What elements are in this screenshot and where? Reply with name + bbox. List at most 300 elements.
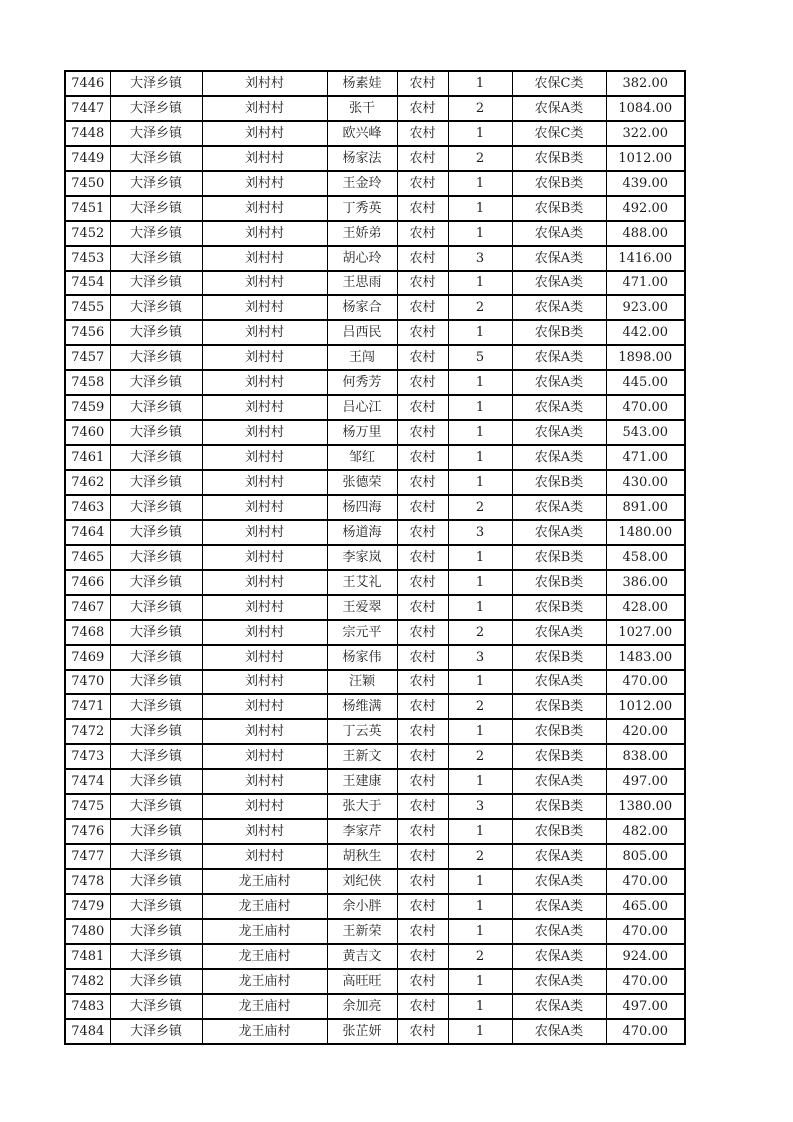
- cell-village: 刘村村: [202, 221, 327, 246]
- cell-seq: 7463: [65, 495, 110, 520]
- cell-person_name: 杨家伟: [327, 645, 397, 670]
- cell-seq: 7460: [65, 420, 110, 445]
- cell-person_name: 刘纪侠: [327, 869, 397, 894]
- benefits-table-body: [65, 71, 685, 1044]
- cell-amount: 891.00: [606, 495, 685, 520]
- cell-seq: 7451: [65, 196, 110, 221]
- table-row: [65, 420, 685, 445]
- cell-person_name: 吕西民: [327, 320, 397, 345]
- cell-person_count: 2: [448, 146, 512, 171]
- cell-amount: 439.00: [606, 171, 685, 196]
- cell-village: 刘村村: [202, 570, 327, 595]
- cell-person_count: 1: [448, 420, 512, 445]
- cell-residence_type: 农村: [397, 146, 448, 171]
- cell-village: 刘村村: [202, 495, 327, 520]
- cell-amount: 488.00: [606, 221, 685, 246]
- table-row: [65, 794, 685, 819]
- cell-seq: 7454: [65, 271, 110, 296]
- cell-village: 龙王庙村: [202, 869, 327, 894]
- cell-township: 大泽乡镇: [110, 994, 202, 1019]
- cell-residence_type: 农村: [397, 196, 448, 221]
- cell-township: 大泽乡镇: [110, 1019, 202, 1044]
- cell-person_count: 1: [448, 595, 512, 620]
- cell-person_name: 王建康: [327, 769, 397, 794]
- cell-seq: 7453: [65, 246, 110, 271]
- cell-residence_type: 农村: [397, 645, 448, 670]
- cell-seq: 7450: [65, 171, 110, 196]
- cell-person_count: 1: [448, 894, 512, 919]
- cell-insurance_category: 农保B类: [512, 320, 606, 345]
- cell-residence_type: 农村: [397, 894, 448, 919]
- cell-village: 刘村村: [202, 794, 327, 819]
- cell-insurance_category: 农保A类: [512, 969, 606, 994]
- cell-amount: 458.00: [606, 545, 685, 570]
- cell-person_name: 李家芹: [327, 819, 397, 844]
- benefits-table: [64, 70, 686, 1045]
- cell-amount: 470.00: [606, 969, 685, 994]
- cell-village: 刘村村: [202, 246, 327, 271]
- cell-village: 刘村村: [202, 645, 327, 670]
- table-row: [65, 146, 685, 171]
- cell-seq: 7480: [65, 919, 110, 944]
- cell-seq: 7471: [65, 694, 110, 719]
- cell-residence_type: 农村: [397, 395, 448, 420]
- cell-residence_type: 农村: [397, 719, 448, 744]
- cell-insurance_category: 农保B类: [512, 545, 606, 570]
- cell-township: 大泽乡镇: [110, 320, 202, 345]
- cell-person_count: 1: [448, 545, 512, 570]
- cell-township: 大泽乡镇: [110, 670, 202, 695]
- cell-village: 刘村村: [202, 694, 327, 719]
- cell-township: 大泽乡镇: [110, 71, 202, 96]
- cell-village: 刘村村: [202, 470, 327, 495]
- table-row: [65, 395, 685, 420]
- cell-person_count: 1: [448, 1019, 512, 1044]
- cell-insurance_category: 农保A类: [512, 894, 606, 919]
- cell-amount: 1483.00: [606, 645, 685, 670]
- cell-insurance_category: 农保B类: [512, 171, 606, 196]
- table-row: [65, 221, 685, 246]
- cell-amount: 497.00: [606, 769, 685, 794]
- cell-amount: 482.00: [606, 819, 685, 844]
- cell-seq: 7484: [65, 1019, 110, 1044]
- cell-amount: 1380.00: [606, 794, 685, 819]
- cell-seq: 7478: [65, 869, 110, 894]
- cell-person_name: 王娇弟: [327, 221, 397, 246]
- cell-township: 大泽乡镇: [110, 645, 202, 670]
- cell-seq: 7452: [65, 221, 110, 246]
- table-row: [65, 370, 685, 395]
- cell-village: 刘村村: [202, 819, 327, 844]
- cell-township: 大泽乡镇: [110, 919, 202, 944]
- cell-person_count: 1: [448, 670, 512, 695]
- cell-amount: 445.00: [606, 370, 685, 395]
- cell-insurance_category: 农保A类: [512, 96, 606, 121]
- table-row: [65, 769, 685, 794]
- cell-village: 刘村村: [202, 420, 327, 445]
- cell-insurance_category: 农保B类: [512, 570, 606, 595]
- cell-seq: 7455: [65, 295, 110, 320]
- cell-person_count: 1: [448, 196, 512, 221]
- cell-residence_type: 农村: [397, 869, 448, 894]
- cell-village: 刘村村: [202, 620, 327, 645]
- cell-village: 刘村村: [202, 744, 327, 769]
- cell-person_name: 张大于: [327, 794, 397, 819]
- cell-township: 大泽乡镇: [110, 744, 202, 769]
- cell-insurance_category: 农保B类: [512, 470, 606, 495]
- cell-person_count: 2: [448, 620, 512, 645]
- cell-residence_type: 农村: [397, 470, 448, 495]
- cell-insurance_category: 农保A类: [512, 869, 606, 894]
- table-row: [65, 944, 685, 969]
- cell-amount: 805.00: [606, 844, 685, 869]
- cell-amount: 492.00: [606, 196, 685, 221]
- cell-village: 刘村村: [202, 370, 327, 395]
- cell-township: 大泽乡镇: [110, 345, 202, 370]
- cell-township: 大泽乡镇: [110, 171, 202, 196]
- cell-seq: 7464: [65, 520, 110, 545]
- cell-insurance_category: 农保A类: [512, 844, 606, 869]
- cell-seq: 7475: [65, 794, 110, 819]
- cell-insurance_category: 农保A类: [512, 420, 606, 445]
- cell-person_name: 王金玲: [327, 171, 397, 196]
- cell-seq: 7448: [65, 121, 110, 146]
- cell-person_count: 1: [448, 869, 512, 894]
- cell-person_count: 3: [448, 246, 512, 271]
- cell-seq: 7474: [65, 769, 110, 794]
- cell-residence_type: 农村: [397, 994, 448, 1019]
- cell-village: 刘村村: [202, 196, 327, 221]
- cell-seq: 7473: [65, 744, 110, 769]
- cell-person_count: 1: [448, 769, 512, 794]
- cell-person_count: 3: [448, 794, 512, 819]
- table-row: [65, 71, 685, 96]
- cell-seq: 7479: [65, 894, 110, 919]
- cell-township: 大泽乡镇: [110, 146, 202, 171]
- cell-residence_type: 农村: [397, 570, 448, 595]
- cell-person_name: 胡秋生: [327, 844, 397, 869]
- cell-village: 龙王庙村: [202, 919, 327, 944]
- cell-village: 刘村村: [202, 96, 327, 121]
- cell-person_name: 王新文: [327, 744, 397, 769]
- cell-person_name: 杨维满: [327, 694, 397, 719]
- cell-township: 大泽乡镇: [110, 794, 202, 819]
- cell-seq: 7477: [65, 844, 110, 869]
- cell-amount: 1012.00: [606, 146, 685, 171]
- table-row: [65, 919, 685, 944]
- cell-amount: 1416.00: [606, 246, 685, 271]
- cell-township: 大泽乡镇: [110, 420, 202, 445]
- cell-person_count: 2: [448, 694, 512, 719]
- cell-insurance_category: 农保A类: [512, 670, 606, 695]
- cell-person_name: 王闯: [327, 345, 397, 370]
- cell-person_count: 3: [448, 645, 512, 670]
- cell-residence_type: 农村: [397, 969, 448, 994]
- cell-seq: 7458: [65, 370, 110, 395]
- cell-village: 刘村村: [202, 320, 327, 345]
- cell-township: 大泽乡镇: [110, 769, 202, 794]
- cell-township: 大泽乡镇: [110, 969, 202, 994]
- cell-amount: 465.00: [606, 894, 685, 919]
- cell-residence_type: 农村: [397, 246, 448, 271]
- table-row: [65, 545, 685, 570]
- cell-person_name: 王爱翠: [327, 595, 397, 620]
- cell-insurance_category: 农保B类: [512, 595, 606, 620]
- cell-township: 大泽乡镇: [110, 570, 202, 595]
- cell-residence_type: 农村: [397, 71, 448, 96]
- cell-amount: 1898.00: [606, 345, 685, 370]
- table-row: [65, 620, 685, 645]
- cell-village: 刘村村: [202, 146, 327, 171]
- cell-township: 大泽乡镇: [110, 844, 202, 869]
- cell-village: 刘村村: [202, 395, 327, 420]
- cell-insurance_category: 农保B类: [512, 719, 606, 744]
- cell-person_count: 2: [448, 744, 512, 769]
- cell-amount: 924.00: [606, 944, 685, 969]
- cell-insurance_category: 农保A类: [512, 495, 606, 520]
- table-row: [65, 819, 685, 844]
- cell-seq: 7456: [65, 320, 110, 345]
- cell-person_name: 胡心玲: [327, 246, 397, 271]
- table-row: [65, 719, 685, 744]
- cell-residence_type: 农村: [397, 495, 448, 520]
- cell-village: 刘村村: [202, 71, 327, 96]
- cell-insurance_category: 农保A类: [512, 345, 606, 370]
- table-row: [65, 345, 685, 370]
- table-row: [65, 96, 685, 121]
- cell-township: 大泽乡镇: [110, 246, 202, 271]
- cell-insurance_category: 农保A类: [512, 271, 606, 296]
- cell-insurance_category: 农保B类: [512, 819, 606, 844]
- cell-village: 龙王庙村: [202, 1019, 327, 1044]
- cell-amount: 923.00: [606, 295, 685, 320]
- cell-township: 大泽乡镇: [110, 595, 202, 620]
- cell-insurance_category: 农保C类: [512, 121, 606, 146]
- cell-residence_type: 农村: [397, 620, 448, 645]
- cell-seq: 7449: [65, 146, 110, 171]
- cell-person_count: 1: [448, 395, 512, 420]
- cell-insurance_category: 农保A类: [512, 919, 606, 944]
- cell-seq: 7482: [65, 969, 110, 994]
- cell-seq: 7467: [65, 595, 110, 620]
- table-row: [65, 320, 685, 345]
- cell-person_count: 1: [448, 370, 512, 395]
- cell-person_count: 2: [448, 495, 512, 520]
- cell-person_count: 1: [448, 919, 512, 944]
- cell-amount: 386.00: [606, 570, 685, 595]
- cell-person_name: 邹红: [327, 445, 397, 470]
- cell-seq: 7457: [65, 345, 110, 370]
- cell-seq: 7462: [65, 470, 110, 495]
- cell-amount: 543.00: [606, 420, 685, 445]
- cell-township: 大泽乡镇: [110, 894, 202, 919]
- cell-residence_type: 农村: [397, 670, 448, 695]
- cell-residence_type: 农村: [397, 1019, 448, 1044]
- cell-village: 龙王庙村: [202, 969, 327, 994]
- cell-township: 大泽乡镇: [110, 221, 202, 246]
- cell-residence_type: 农村: [397, 171, 448, 196]
- cell-village: 刘村村: [202, 595, 327, 620]
- cell-township: 大泽乡镇: [110, 295, 202, 320]
- table-row: [65, 894, 685, 919]
- cell-seq: 7446: [65, 71, 110, 96]
- cell-insurance_category: 农保A类: [512, 246, 606, 271]
- cell-person_name: 余加亮: [327, 994, 397, 1019]
- cell-person_count: 1: [448, 819, 512, 844]
- cell-township: 大泽乡镇: [110, 271, 202, 296]
- cell-township: 大泽乡镇: [110, 121, 202, 146]
- cell-amount: 430.00: [606, 470, 685, 495]
- cell-village: 龙王庙村: [202, 944, 327, 969]
- cell-township: 大泽乡镇: [110, 620, 202, 645]
- cell-insurance_category: 农保A类: [512, 994, 606, 1019]
- cell-village: 刘村村: [202, 844, 327, 869]
- table-row: [65, 295, 685, 320]
- cell-amount: 322.00: [606, 121, 685, 146]
- cell-amount: 471.00: [606, 445, 685, 470]
- cell-residence_type: 农村: [397, 96, 448, 121]
- cell-insurance_category: 农保A类: [512, 769, 606, 794]
- cell-amount: 470.00: [606, 395, 685, 420]
- cell-person_count: 1: [448, 969, 512, 994]
- cell-person_name: 丁云英: [327, 719, 397, 744]
- cell-insurance_category: 农保B类: [512, 645, 606, 670]
- cell-person_name: 杨万里: [327, 420, 397, 445]
- cell-person_name: 李家岚: [327, 545, 397, 570]
- cell-person_name: 吕心江: [327, 395, 397, 420]
- table-row: [65, 196, 685, 221]
- cell-insurance_category: 农保C类: [512, 71, 606, 96]
- cell-insurance_category: 农保A类: [512, 1019, 606, 1044]
- cell-residence_type: 农村: [397, 121, 448, 146]
- cell-township: 大泽乡镇: [110, 719, 202, 744]
- table-row: [65, 744, 685, 769]
- cell-amount: 1480.00: [606, 520, 685, 545]
- cell-amount: 470.00: [606, 1019, 685, 1044]
- cell-amount: 1027.00: [606, 620, 685, 645]
- cell-person_name: 张德荣: [327, 470, 397, 495]
- cell-residence_type: 农村: [397, 445, 448, 470]
- cell-village: 龙王庙村: [202, 894, 327, 919]
- cell-person_count: 1: [448, 570, 512, 595]
- cell-insurance_category: 农保A类: [512, 944, 606, 969]
- cell-village: 刘村村: [202, 520, 327, 545]
- cell-seq: 7469: [65, 645, 110, 670]
- table-row: [65, 520, 685, 545]
- table-row: [65, 869, 685, 894]
- cell-insurance_category: 农保A类: [512, 395, 606, 420]
- cell-person_count: 2: [448, 844, 512, 869]
- cell-amount: 442.00: [606, 320, 685, 345]
- cell-person_count: 1: [448, 271, 512, 296]
- cell-insurance_category: 农保B类: [512, 744, 606, 769]
- cell-seq: 7481: [65, 944, 110, 969]
- table-row: [65, 994, 685, 1019]
- cell-residence_type: 农村: [397, 819, 448, 844]
- cell-township: 大泽乡镇: [110, 694, 202, 719]
- cell-residence_type: 农村: [397, 694, 448, 719]
- cell-amount: 471.00: [606, 271, 685, 296]
- table-row: [65, 645, 685, 670]
- cell-insurance_category: 农保B类: [512, 694, 606, 719]
- cell-township: 大泽乡镇: [110, 944, 202, 969]
- cell-amount: 470.00: [606, 670, 685, 695]
- cell-residence_type: 农村: [397, 545, 448, 570]
- cell-residence_type: 农村: [397, 370, 448, 395]
- cell-township: 大泽乡镇: [110, 520, 202, 545]
- cell-insurance_category: 农保A类: [512, 370, 606, 395]
- table-row: [65, 470, 685, 495]
- cell-person_name: 欧兴峰: [327, 121, 397, 146]
- cell-residence_type: 农村: [397, 271, 448, 296]
- cell-amount: 497.00: [606, 994, 685, 1019]
- cell-village: 刘村村: [202, 345, 327, 370]
- cell-amount: 1012.00: [606, 694, 685, 719]
- cell-seq: 7483: [65, 994, 110, 1019]
- cell-person_name: 汪颖: [327, 670, 397, 695]
- cell-township: 大泽乡镇: [110, 545, 202, 570]
- cell-residence_type: 农村: [397, 944, 448, 969]
- cell-insurance_category: 农保A类: [512, 295, 606, 320]
- cell-person_name: 杨道海: [327, 520, 397, 545]
- cell-village: 刘村村: [202, 670, 327, 695]
- cell-person_count: 3: [448, 520, 512, 545]
- table-row: [65, 1019, 685, 1044]
- cell-person_name: 杨家法: [327, 146, 397, 171]
- cell-village: 刘村村: [202, 445, 327, 470]
- table-row: [65, 595, 685, 620]
- cell-seq: 7459: [65, 395, 110, 420]
- cell-seq: 7476: [65, 819, 110, 844]
- cell-person_count: 2: [448, 96, 512, 121]
- cell-person_count: 1: [448, 171, 512, 196]
- cell-person_count: 5: [448, 345, 512, 370]
- cell-residence_type: 农村: [397, 345, 448, 370]
- table-row: [65, 670, 685, 695]
- cell-amount: 470.00: [606, 869, 685, 894]
- cell-township: 大泽乡镇: [110, 445, 202, 470]
- cell-insurance_category: 农保B类: [512, 196, 606, 221]
- table-row: [65, 969, 685, 994]
- cell-insurance_category: 农保B类: [512, 794, 606, 819]
- cell-village: 刘村村: [202, 271, 327, 296]
- cell-residence_type: 农村: [397, 221, 448, 246]
- cell-insurance_category: 农保A类: [512, 445, 606, 470]
- cell-amount: 382.00: [606, 71, 685, 96]
- cell-amount: 838.00: [606, 744, 685, 769]
- cell-person_count: 1: [448, 445, 512, 470]
- cell-township: 大泽乡镇: [110, 470, 202, 495]
- cell-person_count: 2: [448, 295, 512, 320]
- cell-seq: 7468: [65, 620, 110, 645]
- table-row: [65, 445, 685, 470]
- cell-seq: 7472: [65, 719, 110, 744]
- cell-insurance_category: 农保A类: [512, 520, 606, 545]
- cell-insurance_category: 农保A类: [512, 620, 606, 645]
- cell-township: 大泽乡镇: [110, 370, 202, 395]
- cell-amount: 1084.00: [606, 96, 685, 121]
- table-row: [65, 694, 685, 719]
- cell-person_name: 丁秀英: [327, 196, 397, 221]
- cell-person_name: 余小胖: [327, 894, 397, 919]
- cell-village: 龙王庙村: [202, 994, 327, 1019]
- cell-amount: 470.00: [606, 919, 685, 944]
- cell-seq: 7466: [65, 570, 110, 595]
- cell-seq: 7470: [65, 670, 110, 695]
- cell-amount: 428.00: [606, 595, 685, 620]
- cell-person_count: 1: [448, 121, 512, 146]
- cell-person_count: 1: [448, 719, 512, 744]
